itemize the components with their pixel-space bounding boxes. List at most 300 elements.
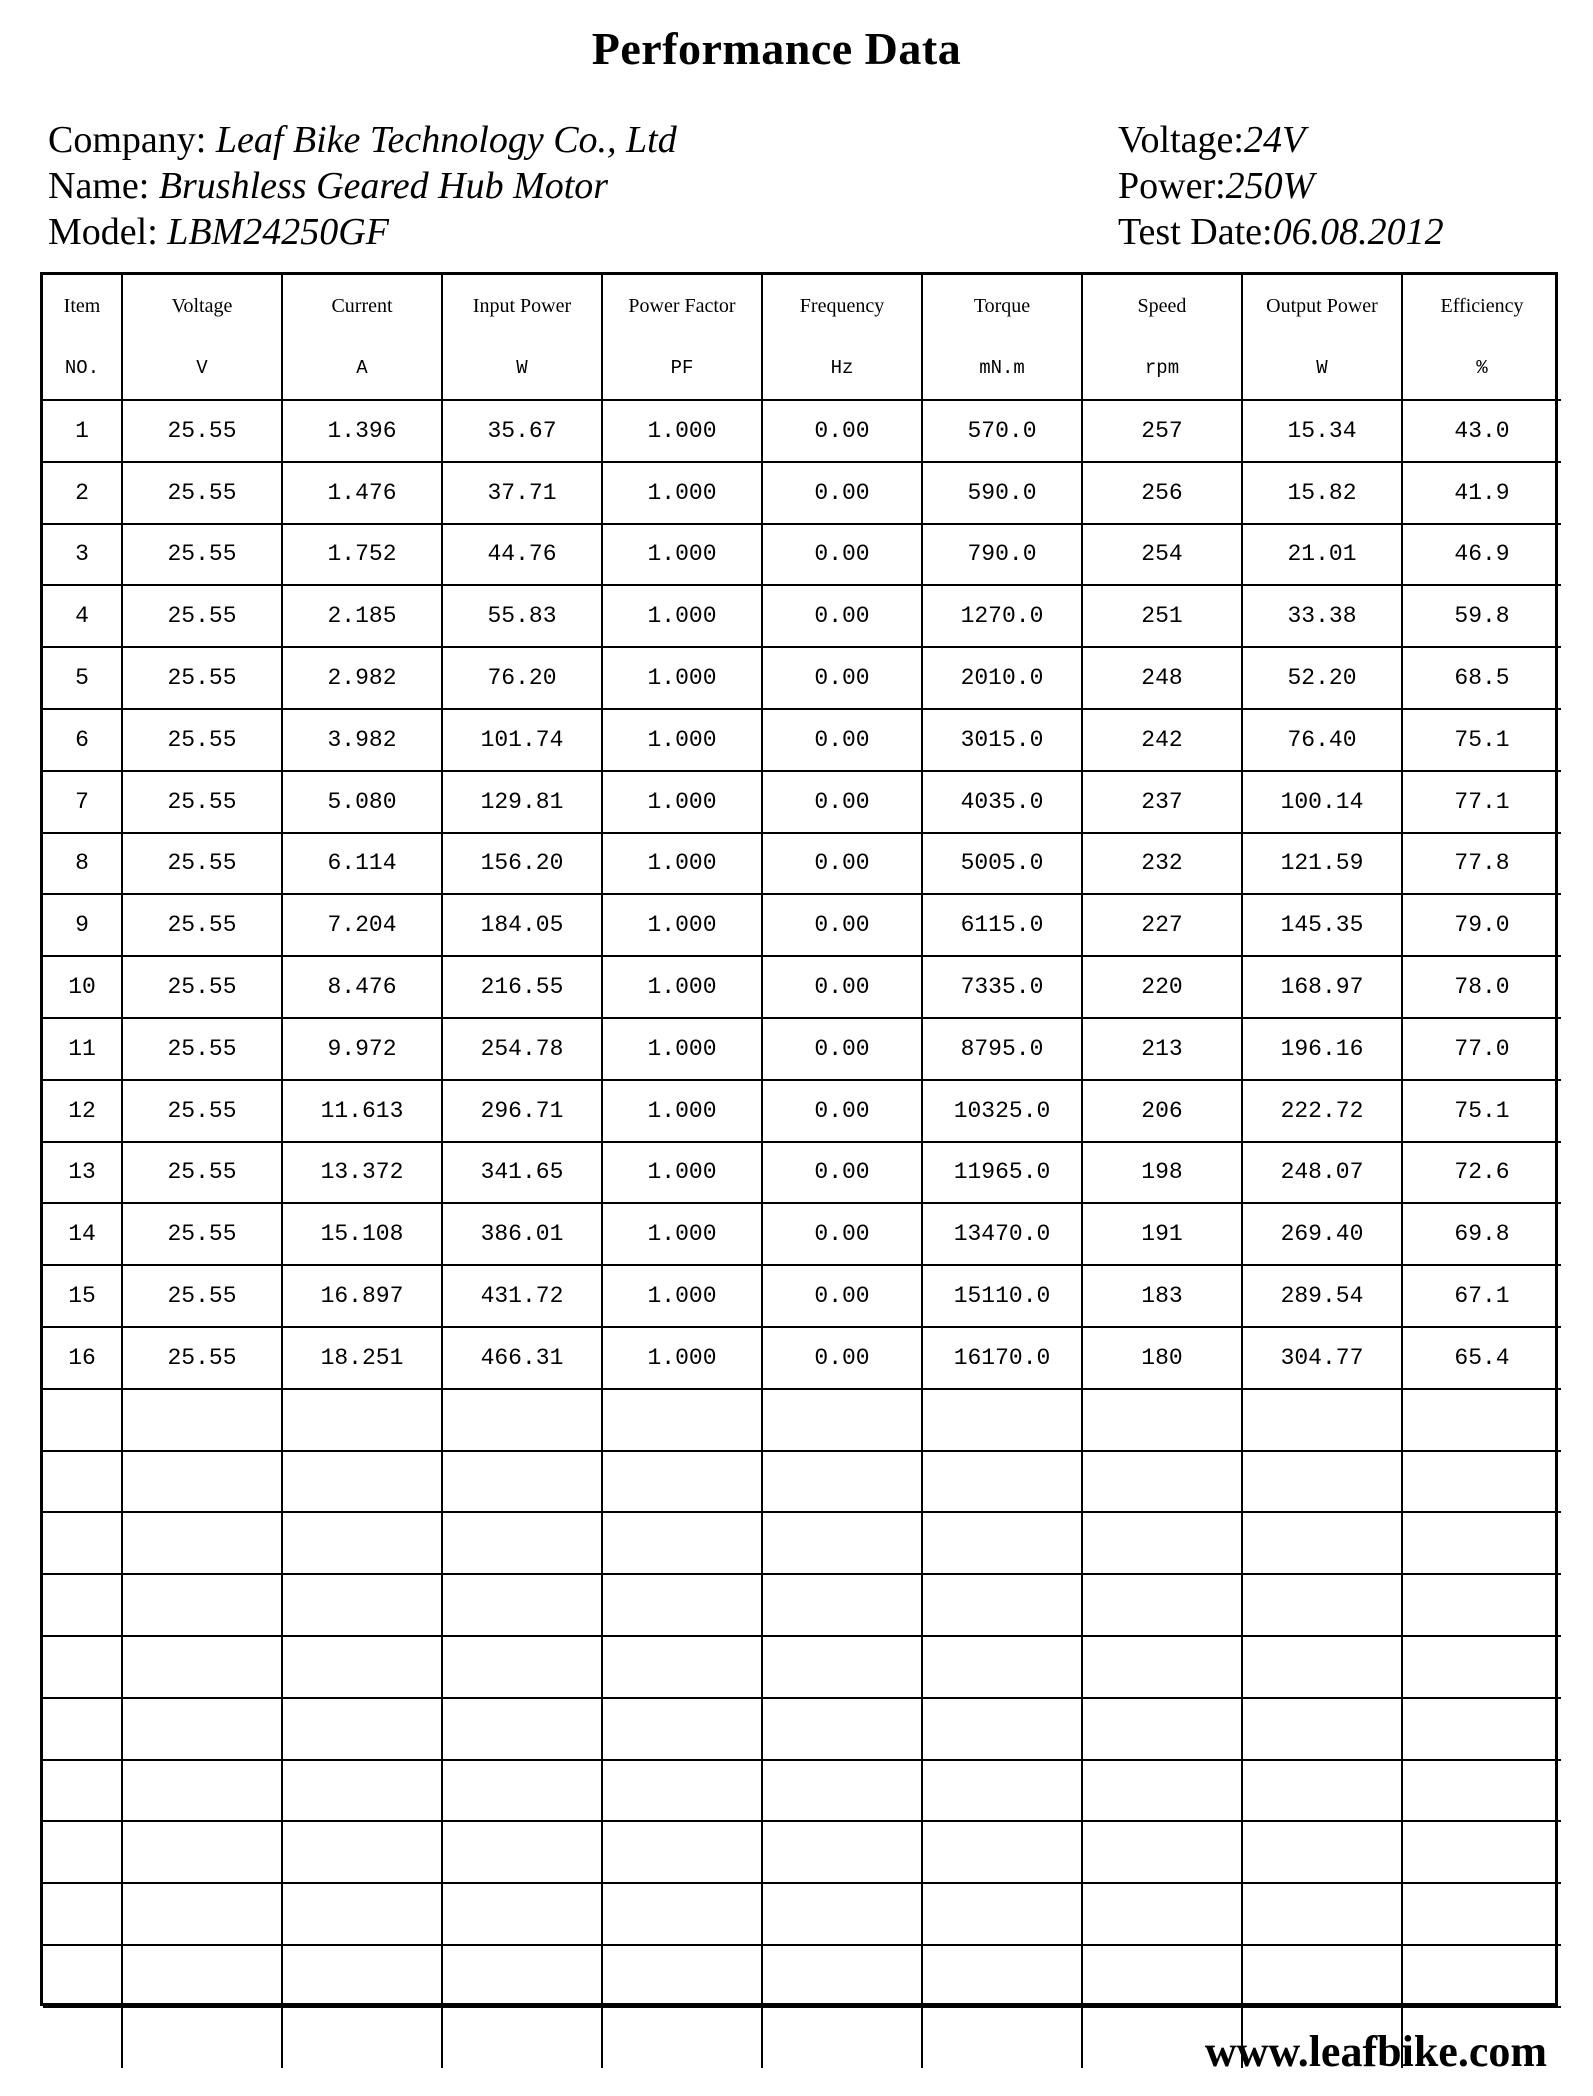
table-cell: 13470.0 — [922, 1203, 1082, 1265]
table-cell: 790.0 — [922, 524, 1082, 586]
table-cell — [602, 1574, 762, 1636]
table-cell — [442, 2007, 602, 2068]
power-label: Power: — [1118, 165, 1226, 207]
table-cell: 16170.0 — [922, 1327, 1082, 1389]
table-cell: 0.00 — [762, 894, 922, 956]
table-row — [43, 400, 1561, 462]
table-row — [43, 833, 1561, 895]
company-line — [48, 117, 677, 163]
table-cell — [282, 1698, 442, 1760]
table-row — [43, 709, 1561, 771]
column-unit: rpm — [1144, 357, 1180, 379]
table-cell: 25.55 — [122, 647, 282, 709]
table-cell — [922, 1389, 1082, 1451]
table-cell: 1.396 — [282, 400, 442, 462]
table-cell — [442, 1945, 602, 2007]
table-cell — [282, 1945, 442, 2007]
table-cell — [43, 1636, 122, 1698]
performance-table — [40, 272, 1558, 2006]
table-row — [43, 771, 1561, 833]
table-cell: 254.78 — [442, 1018, 602, 1080]
table-cell — [1242, 1945, 1402, 2007]
table-cell — [442, 1636, 602, 1698]
table-cell — [282, 1760, 442, 1822]
table-row — [43, 1203, 1561, 1265]
table-cell: 10 — [43, 956, 122, 1018]
table-cell: 25.55 — [122, 585, 282, 647]
table-cell: 77.8 — [1402, 833, 1561, 895]
table-cell: 78.0 — [1402, 956, 1561, 1018]
table-cell: 8 — [43, 833, 122, 895]
table-cell — [1402, 1821, 1561, 1883]
table-cell — [442, 1512, 602, 1574]
table-cell: 248 — [1082, 647, 1242, 709]
table-cell — [1082, 1389, 1242, 1451]
table-cell: 43.0 — [1402, 400, 1561, 462]
table-cell — [1402, 1512, 1561, 1574]
table-cell — [43, 1760, 122, 1822]
table-cell: 46.9 — [1402, 524, 1561, 586]
table-row — [43, 1883, 1561, 1945]
table-cell: 3.982 — [282, 709, 442, 771]
table-cell — [122, 1883, 282, 1945]
table-cell: 77.0 — [1402, 1018, 1561, 1080]
table-cell — [922, 1883, 1082, 1945]
table-cell — [43, 1883, 122, 1945]
column-header — [282, 275, 442, 400]
table-header-row — [43, 275, 1561, 400]
table-cell: 13 — [43, 1142, 122, 1204]
table-cell: 77.1 — [1402, 771, 1561, 833]
table-cell: 121.59 — [1242, 833, 1402, 895]
table-cell: 1.000 — [602, 524, 762, 586]
table-cell — [602, 1760, 762, 1822]
column-header — [762, 275, 922, 400]
date-line — [1118, 209, 1444, 255]
table-cell — [762, 1389, 922, 1451]
table-cell — [1402, 1945, 1561, 2007]
table-cell — [122, 1451, 282, 1513]
column-unit: NO. — [64, 357, 100, 379]
column-unit: V — [196, 357, 208, 379]
table-cell: 304.77 — [1242, 1327, 1402, 1389]
table-cell — [282, 1636, 442, 1698]
table-cell: 25.55 — [122, 1018, 282, 1080]
table-cell: 1.752 — [282, 524, 442, 586]
table-cell: 1270.0 — [922, 585, 1082, 647]
table-cell — [122, 1636, 282, 1698]
table-row — [43, 1821, 1561, 1883]
column-header — [122, 275, 282, 400]
table-cell — [762, 1821, 922, 1883]
table-cell: 12 — [43, 1080, 122, 1142]
table-cell — [442, 1821, 602, 1883]
column-name: Frequency — [799, 295, 885, 317]
table-cell: 1.000 — [602, 771, 762, 833]
table-cell: 145.35 — [1242, 894, 1402, 956]
table-cell — [442, 1698, 602, 1760]
table-cell — [43, 1821, 122, 1883]
table-cell — [922, 1512, 1082, 1574]
table-cell — [762, 1760, 922, 1822]
column-unit: A — [356, 357, 368, 379]
table-cell: 11 — [43, 1018, 122, 1080]
table-cell: 590.0 — [922, 462, 1082, 524]
table-cell — [43, 1945, 122, 2007]
table-cell — [922, 1821, 1082, 1883]
table-cell: 0.00 — [762, 400, 922, 462]
table-cell: 129.81 — [442, 771, 602, 833]
table-cell: 16.897 — [282, 1265, 442, 1327]
table-cell: 100.14 — [1242, 771, 1402, 833]
table-cell — [1242, 1760, 1402, 1822]
table-cell — [43, 1451, 122, 1513]
table-row — [43, 1451, 1561, 1513]
table-cell: 9.972 — [282, 1018, 442, 1080]
table-cell: 386.01 — [442, 1203, 602, 1265]
info-left — [48, 117, 677, 255]
table-cell: 196.16 — [1242, 1018, 1402, 1080]
table-cell — [602, 1389, 762, 1451]
table-cell: 25.55 — [122, 524, 282, 586]
table-cell — [922, 2007, 1082, 2068]
table-cell: 0.00 — [762, 833, 922, 895]
table-cell: 15 — [43, 1265, 122, 1327]
table-cell: 1.476 — [282, 462, 442, 524]
table-cell: 15.34 — [1242, 400, 1402, 462]
table-cell — [122, 1760, 282, 1822]
table-cell: 79.0 — [1402, 894, 1561, 956]
table-cell: 1.000 — [602, 1265, 762, 1327]
table-cell — [282, 1821, 442, 1883]
table-cell: 570.0 — [922, 400, 1082, 462]
table-cell — [1082, 1698, 1242, 1760]
table-cell — [1082, 1760, 1242, 1822]
table-cell: 5.080 — [282, 771, 442, 833]
voltage-value: 24V — [1243, 119, 1306, 161]
table-row — [43, 1512, 1561, 1574]
table-cell: 4035.0 — [922, 771, 1082, 833]
table-cell: 8795.0 — [922, 1018, 1082, 1080]
column-unit: W — [516, 357, 528, 379]
table-cell — [922, 1636, 1082, 1698]
table-cell — [442, 1389, 602, 1451]
table-cell — [122, 1512, 282, 1574]
table-cell — [1402, 1883, 1561, 1945]
power-value: 250W — [1225, 165, 1315, 207]
table-cell: 0.00 — [762, 1203, 922, 1265]
table-cell: 206 — [1082, 1080, 1242, 1142]
table-cell: 13.372 — [282, 1142, 442, 1204]
table-cell — [602, 2007, 762, 2068]
column-header — [1402, 275, 1561, 400]
table-cell: 14 — [43, 1203, 122, 1265]
table-cell: 44.76 — [442, 524, 602, 586]
table-cell: 242 — [1082, 709, 1242, 771]
table-cell: 227 — [1082, 894, 1242, 956]
table-cell — [602, 1883, 762, 1945]
table-cell: 6.114 — [282, 833, 442, 895]
table-cell: 2.982 — [282, 647, 442, 709]
table-cell: 6 — [43, 709, 122, 771]
voltage-line — [1118, 117, 1444, 163]
table-cell — [1082, 1451, 1242, 1513]
table-cell — [922, 1451, 1082, 1513]
table-cell: 5 — [43, 647, 122, 709]
table-cell — [122, 1945, 282, 2007]
info-right — [1118, 117, 1444, 255]
table-cell: 0.00 — [762, 771, 922, 833]
column-header — [922, 275, 1082, 400]
table-cell — [122, 1821, 282, 1883]
table-cell — [762, 2007, 922, 2068]
table-cell — [1242, 1698, 1402, 1760]
table-cell: 183 — [1082, 1265, 1242, 1327]
table-cell — [922, 1698, 1082, 1760]
table-cell — [1242, 1821, 1402, 1883]
table-cell — [1242, 1636, 1402, 1698]
model-value: LBM24250GF — [167, 211, 389, 253]
table-cell — [442, 1451, 602, 1513]
table-cell — [282, 1389, 442, 1451]
table-row — [43, 1389, 1561, 1451]
table-cell: 1.000 — [602, 1080, 762, 1142]
table-cell: 72.6 — [1402, 1142, 1561, 1204]
page-title: Performance Data — [591, 23, 962, 74]
column-unit: Hz — [830, 357, 854, 379]
table-cell: 25.55 — [122, 956, 282, 1018]
table-row — [43, 462, 1561, 524]
column-name: Item — [63, 295, 101, 317]
table-cell — [1402, 1698, 1561, 1760]
table-cell — [1082, 1574, 1242, 1636]
table-cell: 0.00 — [762, 1018, 922, 1080]
table-cell: 25.55 — [122, 1265, 282, 1327]
table-cell: 11965.0 — [922, 1142, 1082, 1204]
table-cell — [1082, 1636, 1242, 1698]
company-label: Company: — [48, 119, 216, 161]
table-row — [43, 1760, 1561, 1822]
table-cell: 15.82 — [1242, 462, 1402, 524]
table-cell: 25.55 — [122, 462, 282, 524]
table-cell — [602, 1945, 762, 2007]
column-name: Output Power — [1266, 295, 1378, 317]
column-name: Input Power — [472, 295, 572, 317]
table-row — [43, 1142, 1561, 1204]
table-cell — [442, 1574, 602, 1636]
column-unit: W — [1316, 357, 1328, 379]
table-cell — [282, 1574, 442, 1636]
model-label: Model: — [48, 211, 168, 253]
table-cell: 156.20 — [442, 833, 602, 895]
table-row — [43, 1265, 1561, 1327]
table-cell: 232 — [1082, 833, 1242, 895]
table-cell — [1082, 1512, 1242, 1574]
table-row — [43, 1698, 1561, 1760]
footer-url: www.leafbike.com — [1204, 2027, 1547, 2076]
table-cell — [602, 1698, 762, 1760]
table-row — [43, 1636, 1561, 1698]
table-cell: 2 — [43, 462, 122, 524]
table-cell — [1082, 1821, 1242, 1883]
table-cell — [762, 1636, 922, 1698]
table-cell: 7 — [43, 771, 122, 833]
table-cell: 52.20 — [1242, 647, 1402, 709]
table-cell — [762, 1883, 922, 1945]
table-cell — [282, 1512, 442, 1574]
table-cell: 191 — [1082, 1203, 1242, 1265]
table-cell — [122, 2007, 282, 2068]
table-cell: 9 — [43, 894, 122, 956]
table-cell: 18.251 — [282, 1327, 442, 1389]
table-cell: 1.000 — [602, 1018, 762, 1080]
table-cell: 0.00 — [762, 647, 922, 709]
date-label: Test Date: — [1118, 211, 1273, 253]
table-cell — [762, 1451, 922, 1513]
table-cell: 296.71 — [442, 1080, 602, 1142]
table-cell: 198 — [1082, 1142, 1242, 1204]
table-cell: 25.55 — [122, 1142, 282, 1204]
table-cell: 1.000 — [602, 647, 762, 709]
table-cell — [43, 2007, 122, 2068]
column-unit: mN.m — [979, 357, 1025, 379]
table-cell — [43, 1574, 122, 1636]
column-name: Speed — [1137, 295, 1187, 317]
table-cell: 76.40 — [1242, 709, 1402, 771]
table-cell: 3015.0 — [922, 709, 1082, 771]
table-cell — [1402, 1636, 1561, 1698]
table-cell: 76.20 — [442, 647, 602, 709]
table-cell: 0.00 — [762, 1265, 922, 1327]
table-cell: 75.1 — [1402, 709, 1561, 771]
table-cell: 1.000 — [602, 894, 762, 956]
table-cell — [762, 1574, 922, 1636]
table-cell — [1242, 1451, 1402, 1513]
table-cell: 220 — [1082, 956, 1242, 1018]
table-row — [43, 956, 1561, 1018]
table-cell: 15110.0 — [922, 1265, 1082, 1327]
table-cell — [1242, 1883, 1402, 1945]
table-cell: 213 — [1082, 1018, 1242, 1080]
table-cell: 25.55 — [122, 709, 282, 771]
table-cell: 11.613 — [282, 1080, 442, 1142]
table-cell: 25.55 — [122, 400, 282, 462]
table-cell: 0.00 — [762, 1327, 922, 1389]
table-cell: 41.9 — [1402, 462, 1561, 524]
table-cell: 1.000 — [602, 1142, 762, 1204]
table-row — [43, 524, 1561, 586]
table-cell: 7.204 — [282, 894, 442, 956]
column-header — [1082, 275, 1242, 400]
table-cell: 257 — [1082, 400, 1242, 462]
voltage-label: Voltage: — [1118, 119, 1244, 161]
table-cell: 65.4 — [1402, 1327, 1561, 1389]
column-header — [43, 275, 122, 400]
table-cell: 21.01 — [1242, 524, 1402, 586]
table-cell — [1402, 1389, 1561, 1451]
table-cell: 289.54 — [1242, 1265, 1402, 1327]
column-header — [602, 275, 762, 400]
table-cell — [762, 1945, 922, 2007]
column-name: Voltage — [171, 295, 233, 317]
column-name: Efficiency — [1440, 295, 1524, 317]
table-cell: 33.38 — [1242, 585, 1402, 647]
table-cell: 0.00 — [762, 1080, 922, 1142]
name-line — [48, 163, 677, 209]
table-cell: 59.8 — [1402, 585, 1561, 647]
table-cell — [602, 1821, 762, 1883]
table-cell: 25.55 — [122, 1203, 282, 1265]
table-cell — [1082, 1883, 1242, 1945]
column-unit: PF — [670, 357, 694, 379]
table-cell: 10325.0 — [922, 1080, 1082, 1142]
table-cell — [602, 1636, 762, 1698]
table-cell: 55.83 — [442, 585, 602, 647]
table-cell: 6115.0 — [922, 894, 1082, 956]
table-cell — [122, 1574, 282, 1636]
table-cell — [602, 1512, 762, 1574]
table-cell: 180 — [1082, 1327, 1242, 1389]
table-cell: 237 — [1082, 771, 1242, 833]
table-cell: 67.1 — [1402, 1265, 1561, 1327]
table-cell: 7335.0 — [922, 956, 1082, 1018]
table-cell — [1402, 1451, 1561, 1513]
name-label: Name: — [48, 165, 159, 207]
table-cell: 431.72 — [442, 1265, 602, 1327]
table-cell: 0.00 — [762, 524, 922, 586]
table-cell — [282, 1883, 442, 1945]
table-cell: 2.185 — [282, 585, 442, 647]
table-cell: 25.55 — [122, 833, 282, 895]
table-cell: 0.00 — [762, 709, 922, 771]
table-cell — [762, 1512, 922, 1574]
table-cell: 0.00 — [762, 585, 922, 647]
table-cell — [442, 1883, 602, 1945]
table-cell: 269.40 — [1242, 1203, 1402, 1265]
table-cell: 254 — [1082, 524, 1242, 586]
table-cell: 1.000 — [602, 709, 762, 771]
table-cell: 15.108 — [282, 1203, 442, 1265]
company-value: Leaf Bike Technology Co., Ltd — [215, 119, 677, 161]
table-cell: 248.07 — [1242, 1142, 1402, 1204]
table-cell: 8.476 — [282, 956, 442, 1018]
table-cell — [762, 1698, 922, 1760]
table-cell: 69.8 — [1402, 1203, 1561, 1265]
table-cell: 168.97 — [1242, 956, 1402, 1018]
column-unit: % — [1476, 357, 1488, 379]
table-cell: 25.55 — [122, 894, 282, 956]
table-cell: 184.05 — [442, 894, 602, 956]
power-line — [1118, 163, 1444, 209]
table-cell — [122, 1698, 282, 1760]
table-cell — [602, 1451, 762, 1513]
table-row — [43, 585, 1561, 647]
table-cell: 3 — [43, 524, 122, 586]
table-cell — [43, 1389, 122, 1451]
table-cell — [282, 1451, 442, 1513]
table-cell: 256 — [1082, 462, 1242, 524]
name-value: Brushless Geared Hub Motor — [158, 165, 609, 207]
table-cell: 1.000 — [602, 1327, 762, 1389]
table-cell — [1242, 1389, 1402, 1451]
table-row — [43, 894, 1561, 956]
column-header — [1242, 275, 1402, 400]
table-cell: 37.71 — [442, 462, 602, 524]
table-cell — [922, 1945, 1082, 2007]
column-name: Current — [331, 295, 393, 317]
table-cell — [1242, 1574, 1402, 1636]
table-cell — [122, 1389, 282, 1451]
